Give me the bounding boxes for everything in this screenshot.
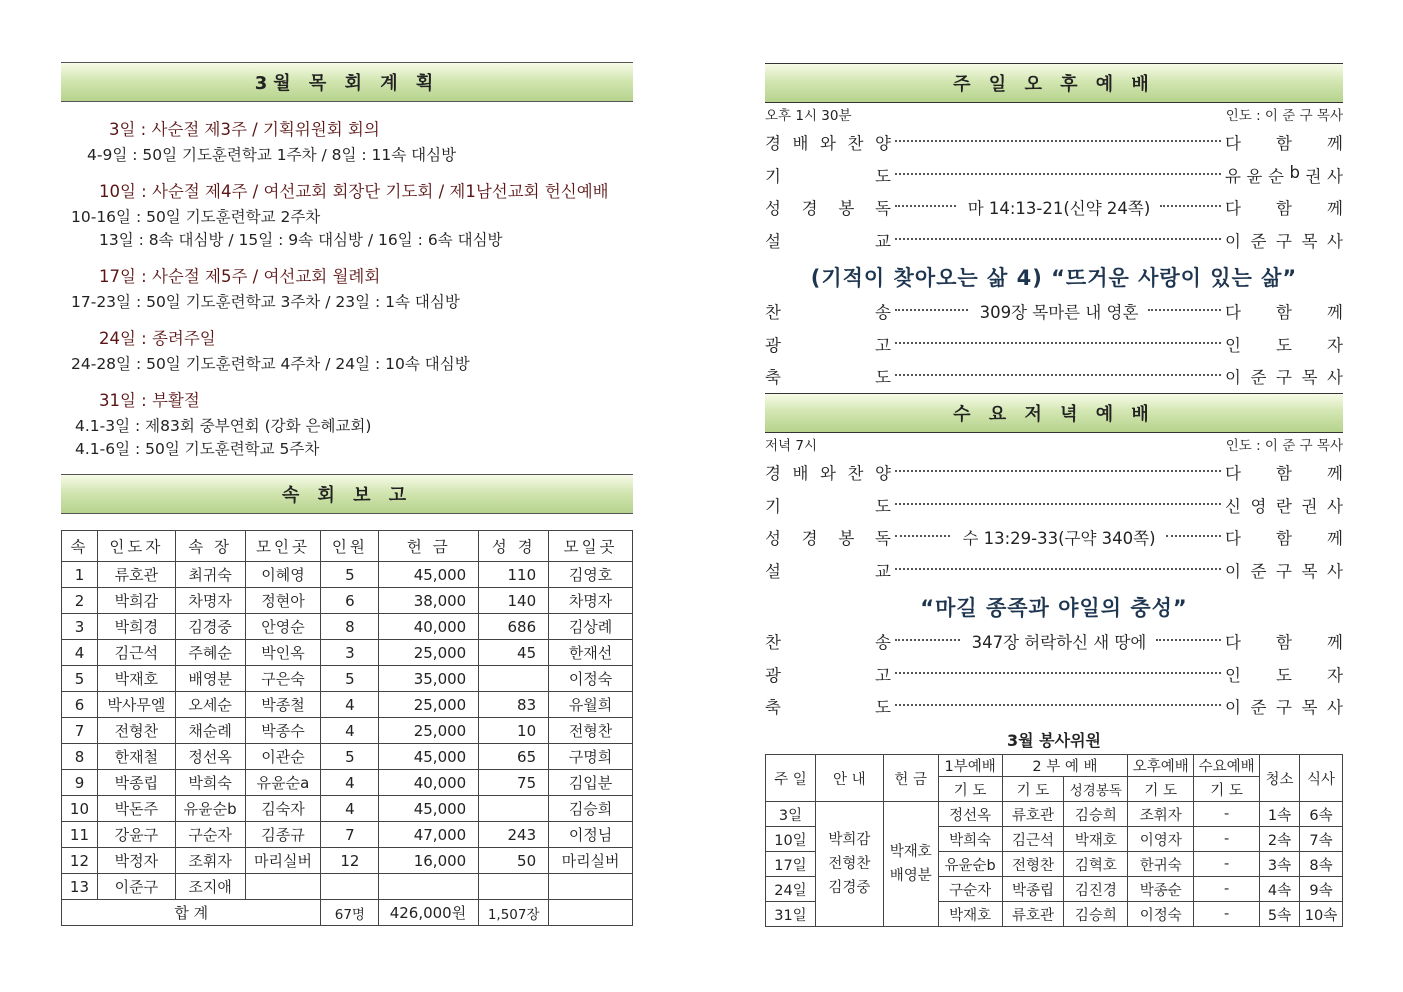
service-order-line xyxy=(765,629,1343,653)
table-cell: 12 xyxy=(62,848,98,874)
table-cell: 65 xyxy=(479,744,549,770)
table-cell: 25,000 xyxy=(379,692,479,718)
duty-week: 3일 xyxy=(766,802,816,827)
table-cell: 박종수 xyxy=(245,718,321,744)
duty-title: 3월 봉사위원 xyxy=(1007,731,1101,750)
cell-report-table xyxy=(61,530,633,926)
table-cell: 38,000 xyxy=(379,588,479,614)
table-cell: 주혜순 xyxy=(175,640,245,666)
duty-h-offering: 헌 금 xyxy=(883,755,938,802)
table-cell: 83 xyxy=(479,692,549,718)
table-cell: 이정숙 xyxy=(549,666,633,692)
table-cell: 9 xyxy=(62,770,98,796)
duty-cell: 2속 xyxy=(1260,827,1300,852)
leader-dots xyxy=(895,672,1221,674)
duty-cell: - xyxy=(1194,852,1260,877)
table-cell: 7 xyxy=(62,718,98,744)
service-item-person: 이 준 구 목 사 xyxy=(1225,231,1343,251)
table-cell xyxy=(549,874,633,900)
service-item-person: 다 함 께 xyxy=(1225,529,1343,548)
table-cell: 강윤구 xyxy=(97,822,175,848)
table-cell: 김승희 xyxy=(549,796,633,822)
duty-cell: 전형찬 xyxy=(1002,852,1064,877)
duty-guide-name: 박희감 xyxy=(828,832,871,848)
plan-line: 4.1-3일 : 제83회 중부연회 (강화 은혜교회) xyxy=(75,417,372,435)
table-cell: 110 xyxy=(479,562,549,588)
table-cell xyxy=(379,874,479,900)
table-cell: 4 xyxy=(321,770,379,796)
leader-dots xyxy=(895,173,1221,175)
duty-cell: 1속 xyxy=(1260,802,1300,827)
table-cell: 박종립 xyxy=(97,770,175,796)
service-item-label: 광 고 xyxy=(765,665,891,685)
table-row xyxy=(62,614,633,640)
duty-cell: 박종순 xyxy=(1128,877,1194,902)
duty-h-week: 주 일 xyxy=(766,755,816,802)
table-cell: 6 xyxy=(62,692,98,718)
total-row xyxy=(62,900,633,926)
table-cell: 마리실버 xyxy=(245,848,321,874)
table-cell: 25,000 xyxy=(379,718,479,744)
table-cell xyxy=(479,666,549,692)
duty-h-guide: 안 내 xyxy=(815,755,883,802)
table-cell: 전형찬 xyxy=(549,718,633,744)
sunday-time: 오후 1시 30분 xyxy=(765,108,852,124)
sunday-leader: 인도 : 이 준 구 목사 xyxy=(1225,108,1343,124)
duty-cell: 김혁호 xyxy=(1064,852,1128,877)
table-row xyxy=(62,848,633,874)
duty-cell: 김근석 xyxy=(1002,827,1064,852)
wednesday-leader: 인도 : 이 준 구 목사 xyxy=(1225,438,1343,454)
duty-cell: 9속 xyxy=(1299,877,1342,902)
table-cell: 10 xyxy=(62,796,98,822)
table-cell: 김상례 xyxy=(549,614,633,640)
plan-line: 24일 : 종려주일 xyxy=(99,329,216,348)
service-order-line xyxy=(765,460,1343,484)
table-cell: 12 xyxy=(321,848,379,874)
service-item-person: 다 함 께 xyxy=(1225,464,1343,483)
table-cell: 이혜영 xyxy=(245,562,321,588)
leader-dots xyxy=(895,704,1221,706)
plan-line: 13일 : 8속 대심방 / 15일 : 9속 대심방 / 16일 : 6속 대심방 xyxy=(99,231,503,249)
duty-cell: 구순자 xyxy=(938,877,1002,902)
duty-cell: - xyxy=(1194,802,1260,827)
total-label: 합 계 xyxy=(62,900,321,926)
table-cell: 박돈주 xyxy=(97,796,175,822)
table-cell xyxy=(479,874,549,900)
table-cell: 박재호 xyxy=(97,666,175,692)
table-cell: 유월희 xyxy=(549,692,633,718)
service-order-line xyxy=(765,493,1343,517)
col-header: 성 경 xyxy=(479,531,549,562)
table-cell: 박희숙 xyxy=(175,770,245,796)
service-item-label: 찬 송 xyxy=(765,303,891,322)
duty-cell: 김승희 xyxy=(1064,902,1128,927)
table-cell: 10 xyxy=(479,718,549,744)
table-cell: 정현아 xyxy=(245,588,321,614)
table-cell: 5 xyxy=(321,562,379,588)
duty-cell: 박희숙 xyxy=(938,827,1002,852)
table-cell: 박사무엘 xyxy=(97,692,175,718)
table-row xyxy=(62,874,633,900)
service-item-label: 찬 송 xyxy=(765,633,891,652)
duty-week: 31일 xyxy=(766,902,816,927)
table-row xyxy=(62,640,633,666)
service-order-line xyxy=(765,299,1343,323)
plan-line: 17일 : 사순절 제5주 / 여선교회 월례회 xyxy=(99,267,381,286)
service-item-label: 설 교 xyxy=(765,231,891,251)
service-order-line xyxy=(765,163,1343,187)
table-cell: 한재선 xyxy=(549,640,633,666)
service-item-person: 유 윤 순 b 권 사 xyxy=(1225,162,1343,186)
duty-h-pm: 오후예배 xyxy=(1128,755,1194,777)
table-cell: 5 xyxy=(321,666,379,692)
leader-dots xyxy=(1166,535,1221,537)
service-item-label: 기 도 xyxy=(765,166,891,186)
service-item-label: 성 경 봉 독 xyxy=(765,199,891,218)
table-cell: 유윤순b xyxy=(175,796,245,822)
table-cell: 차명자 xyxy=(549,588,633,614)
duty-cell: 한귀숙 xyxy=(1128,852,1194,877)
service-item-person: 신 영 란 권 사 xyxy=(1225,496,1343,516)
table-cell: 박희감 xyxy=(97,588,175,614)
plan-line: 3일 : 사순절 제3주 / 기획위원회 회의 xyxy=(109,120,380,139)
wednesday-title: 수 요 저 녁 예 배 xyxy=(765,393,1343,433)
table-cell: 전형찬 xyxy=(97,718,175,744)
table-cell: 5 xyxy=(62,666,98,692)
service-order-line xyxy=(765,525,1343,549)
duty-cell: 박종립 xyxy=(1002,877,1064,902)
service-item-person: 다 함 께 xyxy=(1225,303,1343,322)
duty-cell: 3속 xyxy=(1260,852,1300,877)
table-cell: 2 xyxy=(62,588,98,614)
table-cell: 최귀숙 xyxy=(175,562,245,588)
table-cell: 47,000 xyxy=(379,822,479,848)
duty-table xyxy=(765,754,1343,927)
service-item-label: 경 배 와 찬 양 xyxy=(765,464,891,483)
duty-guide xyxy=(815,802,883,927)
table-row xyxy=(62,770,633,796)
table-row xyxy=(62,692,633,718)
table-cell: 243 xyxy=(479,822,549,848)
service-item-label: 기 도 xyxy=(765,496,891,516)
sunday-info xyxy=(765,104,1343,124)
table-cell xyxy=(321,874,379,900)
duty-guide-name: 전형찬 xyxy=(828,856,871,872)
table-row xyxy=(62,666,633,692)
table-cell xyxy=(479,796,549,822)
service-item-label: 경 배 와 찬 양 xyxy=(765,134,891,153)
duty-cell: 박재호 xyxy=(938,902,1002,927)
table-row xyxy=(62,822,633,848)
service-item-person: 이 준 구 목 사 xyxy=(1225,561,1343,581)
table-row xyxy=(62,588,633,614)
sunday-title: 주 일 오 후 예 배 xyxy=(765,63,1343,103)
table-cell: 40,000 xyxy=(379,770,479,796)
table-cell: 김경중 xyxy=(175,614,245,640)
duty-cell: 이영자 xyxy=(1128,827,1194,852)
duty-cell: 류호관 xyxy=(1002,802,1064,827)
table-cell: 4 xyxy=(62,640,98,666)
duty-guide-name: 김경중 xyxy=(828,880,871,896)
duty-cell: 6속 xyxy=(1299,802,1342,827)
duty-cell: 김승희 xyxy=(1064,802,1128,827)
duty-offering-name: 박재호 xyxy=(889,844,932,860)
table-cell: 정선옥 xyxy=(175,744,245,770)
duty-h-read: 성경봉독 xyxy=(1064,777,1128,802)
table-row xyxy=(62,744,633,770)
table-cell: 이정님 xyxy=(549,822,633,848)
wednesday-time: 저녁 7시 xyxy=(765,438,818,454)
service-item-detail: 마 14:13-21(신약 24쪽) xyxy=(967,199,1151,218)
duty-cell: 유윤순b xyxy=(938,852,1002,877)
table-cell: 채순례 xyxy=(175,718,245,744)
duty-week: 10일 xyxy=(766,827,816,852)
service-item-person: 인 도 자 xyxy=(1225,665,1343,685)
service-item-person: 인 도 자 xyxy=(1225,335,1343,355)
duty-offering xyxy=(883,802,938,927)
duty-h-s1: 1부예배 xyxy=(938,755,1002,777)
table-cell: 마리실버 xyxy=(549,848,633,874)
leader-dots xyxy=(895,639,960,641)
col-header: 인도자 xyxy=(97,531,175,562)
duty-cell: 4속 xyxy=(1260,877,1300,902)
leader-dots xyxy=(895,568,1221,570)
table-cell: 40,000 xyxy=(379,614,479,640)
leader-dots xyxy=(895,309,968,311)
col-header: 헌 금 xyxy=(379,531,479,562)
duty-cell: 김진경 xyxy=(1064,877,1128,902)
service-item-person: 다 함 께 xyxy=(1225,633,1343,652)
duty-h-pray4: 기 도 xyxy=(1194,777,1260,802)
duty-cell: 조휘자 xyxy=(1128,802,1194,827)
table-cell: 차명자 xyxy=(175,588,245,614)
table-cell: 구순자 xyxy=(175,822,245,848)
table-cell: 박종철 xyxy=(245,692,321,718)
plan-line: 10일 : 사순절 제4주 / 여선교회 회장단 기도회 / 제1남선교회 헌신예배 xyxy=(99,182,609,201)
table-cell: 안영순 xyxy=(245,614,321,640)
table-cell: 4 xyxy=(321,718,379,744)
sunday-sermon-title: (기적이 찾아오는 삶 4) “뜨거운 사랑이 있는 삶” xyxy=(810,266,1298,290)
table-cell: 25,000 xyxy=(379,640,479,666)
service-item-detail: 347장 허락하신 새 땅에 xyxy=(971,633,1147,652)
table-cell: 김영호 xyxy=(549,562,633,588)
service-order-line xyxy=(765,195,1343,219)
wednesday-sermon-title: “마길 종족과 야일의 충성” xyxy=(920,596,1188,620)
duty-cell: 박재호 xyxy=(1064,827,1128,852)
service-order-line xyxy=(765,228,1343,252)
duty-h-wed: 수요예배 xyxy=(1194,755,1260,777)
table-cell: 5 xyxy=(321,744,379,770)
service-item-person: 이 준 구 목 사 xyxy=(1225,368,1343,387)
leader-dots xyxy=(895,374,1221,376)
table-cell: 구명희 xyxy=(549,744,633,770)
duty-h-pray1: 기 도 xyxy=(938,777,1002,802)
table-cell: 김근석 xyxy=(97,640,175,666)
leader-dots xyxy=(1148,309,1221,311)
table-cell: 배영분 xyxy=(175,666,245,692)
table-cell: 7 xyxy=(321,822,379,848)
service-item-person: 다 함 께 xyxy=(1225,199,1343,218)
duty-cell: 이정숙 xyxy=(1128,902,1194,927)
leader-dots xyxy=(895,140,1221,142)
duty-cell: - xyxy=(1194,827,1260,852)
duty-cell: 8속 xyxy=(1299,852,1342,877)
service-order-line xyxy=(765,364,1343,388)
wednesday-info xyxy=(765,434,1343,454)
table-cell: 50 xyxy=(479,848,549,874)
duty-row xyxy=(766,802,1343,827)
table-cell: 45,000 xyxy=(379,562,479,588)
col-header: 모인곳 xyxy=(245,531,321,562)
duty-offering-name: 배영분 xyxy=(889,868,932,884)
leader-dots xyxy=(895,342,1221,344)
table-cell: 조지애 xyxy=(175,874,245,900)
plan-line: 4.1-6일 : 50일 기도훈련학교 5주차 xyxy=(75,440,320,458)
table-cell: 박정자 xyxy=(97,848,175,874)
col-header: 속 장 xyxy=(175,531,245,562)
table-cell: 구은숙 xyxy=(245,666,321,692)
table-cell: 박인옥 xyxy=(245,640,321,666)
plan-line: 24-28일 : 50일 기도훈련학교 4주차 / 24일 : 10속 대심방 xyxy=(71,355,470,373)
service-item-person: 이 준 구 목 사 xyxy=(1225,698,1343,717)
leader-dots xyxy=(895,503,1221,505)
table-cell: 김종규 xyxy=(245,822,321,848)
duty-cell: 5속 xyxy=(1260,902,1300,927)
col-header: 인원 xyxy=(321,531,379,562)
total-bible: 1,507장 xyxy=(479,900,549,926)
table-cell: 김입분 xyxy=(549,770,633,796)
table-row xyxy=(62,562,633,588)
table-cell: 한재철 xyxy=(97,744,175,770)
report-title: 속 회 보 고 xyxy=(61,474,633,514)
table-cell: 이관순 xyxy=(245,744,321,770)
service-item-label: 성 경 봉 독 xyxy=(765,529,891,548)
table-cell: 1 xyxy=(62,562,98,588)
duty-week: 17일 xyxy=(766,852,816,877)
leader-dots xyxy=(895,535,950,537)
table-cell: 13 xyxy=(62,874,98,900)
table-cell: 4 xyxy=(321,692,379,718)
duty-week: 24일 xyxy=(766,877,816,902)
plan-line: 31일 : 부활절 xyxy=(99,391,200,410)
table-cell: 35,000 xyxy=(379,666,479,692)
col-header: 속 xyxy=(62,531,98,562)
plan-line: 10-16일 : 50일 기도훈련학교 2주차 xyxy=(71,208,321,226)
table-cell: 박희경 xyxy=(97,614,175,640)
leader-dots xyxy=(895,205,956,207)
table-cell xyxy=(245,874,321,900)
service-item-label: 광 고 xyxy=(765,335,891,355)
leader-dots xyxy=(895,238,1221,240)
table-cell: 11 xyxy=(62,822,98,848)
table-cell: 조휘자 xyxy=(175,848,245,874)
table-cell: 유윤순a xyxy=(245,770,321,796)
duty-h-s2: 2 부 예 배 xyxy=(1002,755,1128,777)
table-header-row xyxy=(62,531,633,562)
total-empty xyxy=(549,900,633,926)
plan-line: 4-9일 : 50일 기도훈련학교 1주차 / 8일 : 11속 대심방 xyxy=(87,146,457,164)
duty-header-row xyxy=(766,755,1343,777)
table-row xyxy=(62,796,633,822)
total-money: 426,000원 xyxy=(379,900,479,926)
duty-cell: - xyxy=(1194,902,1260,927)
col-header: 모일곳 xyxy=(549,531,633,562)
service-item-label: 설 교 xyxy=(765,561,891,581)
table-cell: 8 xyxy=(62,744,98,770)
service-order-line xyxy=(765,662,1343,686)
duty-cell: 정선옥 xyxy=(938,802,1002,827)
duty-cell: 류호관 xyxy=(1002,902,1064,927)
leader-dots xyxy=(895,470,1221,472)
table-cell: 8 xyxy=(321,614,379,640)
table-cell: 140 xyxy=(479,588,549,614)
service-order-line xyxy=(765,694,1343,718)
table-cell: 3 xyxy=(321,640,379,666)
table-cell: 75 xyxy=(479,770,549,796)
table-row xyxy=(62,718,633,744)
table-cell: 이준구 xyxy=(97,874,175,900)
leader-dots xyxy=(1160,205,1221,207)
service-item-label: 축 도 xyxy=(765,698,891,717)
service-item-detail: 309장 목마른 내 영혼 xyxy=(979,303,1139,322)
service-item-person: 다 함 께 xyxy=(1225,134,1343,153)
table-cell: 45,000 xyxy=(379,796,479,822)
table-cell: 김숙자 xyxy=(245,796,321,822)
total-count: 67명 xyxy=(321,900,379,926)
duty-cell: 7속 xyxy=(1299,827,1342,852)
duty-h-meal: 식사 xyxy=(1299,755,1342,802)
table-cell: 6 xyxy=(321,588,379,614)
table-cell: 45,000 xyxy=(379,744,479,770)
service-item-label: 축 도 xyxy=(765,368,891,387)
duty-cell: 10속 xyxy=(1299,902,1342,927)
service-item-detail: 수 13:29-33(구약 340쪽) xyxy=(962,529,1156,548)
table-cell: 16,000 xyxy=(379,848,479,874)
service-order-line xyxy=(765,558,1343,582)
table-cell: 686 xyxy=(479,614,549,640)
table-cell: 3 xyxy=(62,614,98,640)
service-order-line xyxy=(765,130,1343,154)
duty-h-pray3: 기 도 xyxy=(1128,777,1194,802)
table-cell: 류호관 xyxy=(97,562,175,588)
duty-cell: - xyxy=(1194,877,1260,902)
plan-line: 17-23일 : 50일 기도훈련학교 3주차 / 23일 : 1속 대심방 xyxy=(71,293,460,311)
table-cell: 4 xyxy=(321,796,379,822)
table-cell: 45 xyxy=(479,640,549,666)
plan-title: 3월 목 회 계 획 xyxy=(61,62,633,102)
leader-dots xyxy=(1156,639,1221,641)
duty-h-clean: 청소 xyxy=(1260,755,1300,802)
table-cell: 오세순 xyxy=(175,692,245,718)
duty-h-pray2: 기 도 xyxy=(1002,777,1064,802)
service-order-line xyxy=(765,332,1343,356)
